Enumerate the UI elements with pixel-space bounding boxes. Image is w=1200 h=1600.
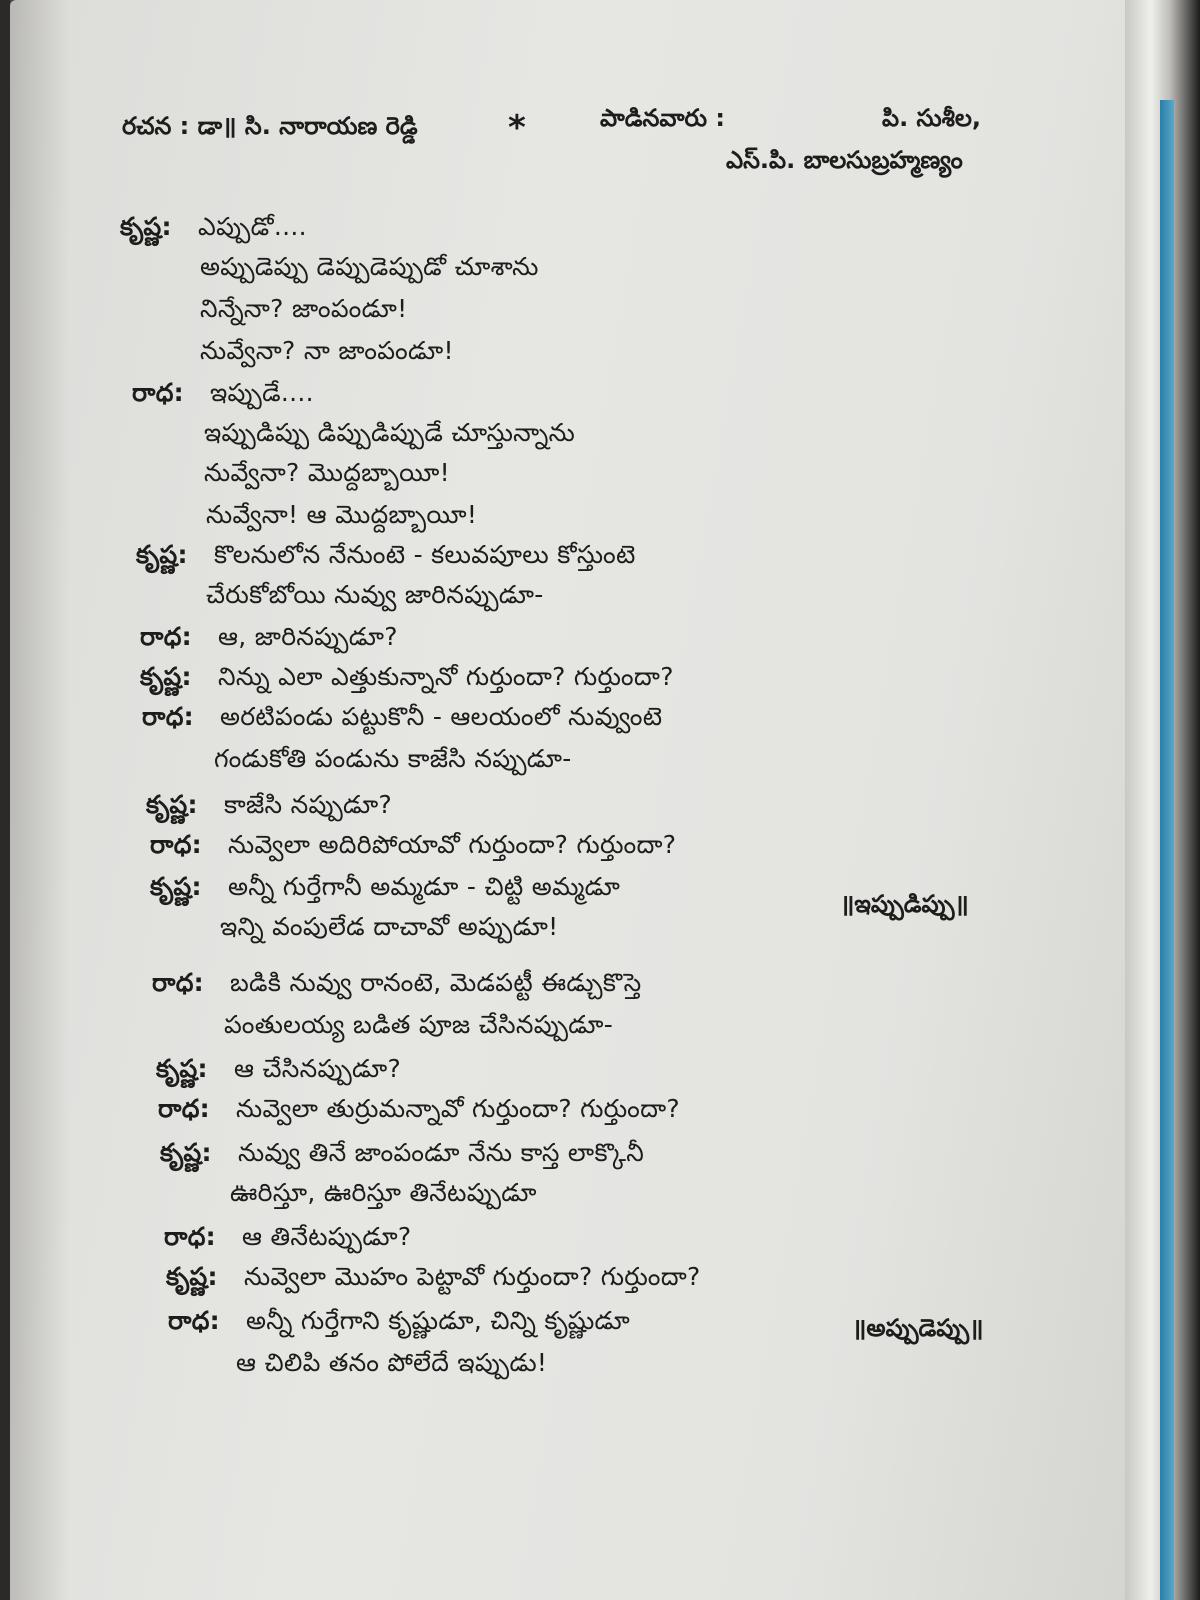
lyric-line [132,378,314,414]
lyric-line [230,1178,537,1214]
speaker-label: కృష్ణ: [150,872,202,901]
lyric-text: నిన్ను ఎలా ఎత్తుకున్నానో గుర్తుందా? గుర్తుందా? [218,662,674,691]
lyric-text: ఆ చేసినప్పుడూ? [234,1054,402,1083]
lyric-line [200,252,539,288]
lyric-text: అరటిపండు పట్టుకొనీ - ఆలయంలో నువ్వుంటె [220,702,663,731]
lyric-text: నువ్వెలా మొహం పెట్టావో గుర్తుందా? గుర్తుందా? [244,1262,701,1291]
speaker-label: కృష్ణ: [166,1262,218,1291]
singer-2: ఎస్.పి. బాలసుబ్రహ్మణ్యం [726,146,963,174]
lyric-line [206,500,477,536]
lyric-text: నువ్వేనా! ఆ మొద్దబ్బాయీ! [206,500,478,529]
writer-credit: రచన : డా॥ సి. నారాయణ రెడ్డి [122,112,418,140]
speaker-label: రాధ: [152,968,204,997]
lyric-text: ఊరిస్తూ, ఊరిస్తూ తినేటప్పుడూ [230,1178,537,1207]
singer-1: పి. సుశీల, [882,104,982,132]
lyric-line [214,744,572,780]
lyric-line [142,702,662,738]
speaker-label: రాధ: [150,830,202,859]
singers-label: పాడినవారు : [600,104,725,132]
lyric-text: అప్పుడెప్పు డెప్పుడెప్పుడో చూశాను [200,252,539,281]
lyric-text: ఇన్ని వంపులేడ దాచావో అప్పుడూ! [220,912,559,941]
lyric-line [120,212,307,248]
lyric-text: కొలనులోన నేనుంటె - కలువపూలు కోస్తుంటె [214,540,636,569]
lyric-line [158,1094,680,1130]
lyric-text: ఇప్పుడే.... [210,378,314,407]
speaker-label: కృష్ణ: [156,1054,208,1083]
lyric-line [224,1010,613,1046]
lyric-line [220,912,558,948]
lyric-text: ఆ తినేటప్పుడూ? [242,1222,412,1251]
lyric-text: బడికి నువ్వు రానంటె, మెడపట్టీ ఈడ్చుకొస్తె [230,968,642,997]
lyric-line [200,336,454,372]
separator-asterisk: * [508,108,526,148]
lyric-text: నువ్వేనా? నా జాంపండూ! [200,336,454,365]
lyric-text: నువ్వెలా అదిరిపోయావో గుర్తుందా? గుర్తుందా? [228,830,677,859]
lyric-text: చేరుకోబోయి నువ్వు జారినప్పుడూ- [206,580,544,609]
lyric-line [166,1262,701,1298]
lyric-line [204,418,575,454]
lyric-text: ఆ, జారినప్పుడూ? [218,622,398,651]
speaker-label: రాధ: [168,1306,220,1335]
lyric-line [236,1348,547,1384]
cover-edge [1160,100,1174,1600]
speaker-label: రాధ: [164,1222,216,1251]
page-shadow [10,0,70,1600]
lyric-line [150,872,620,908]
lyric-text: నువ్వు తినే జాంపండూ నేను కాస్త లాక్కొనీ [238,1138,645,1167]
lyric-line [200,294,407,330]
lyric-text: గండుకోతి పండును కాజేసి నప్పుడూ- [214,744,572,773]
speaker-label: కృష్ణ: [136,540,188,569]
lyric-line [140,622,398,658]
lyric-line [206,580,544,616]
lyric-line [168,1306,630,1342]
lyric-line [136,540,636,576]
lyric-text: నిన్నేనా? జాంపండూ! [200,294,408,323]
lyric-line [140,662,674,698]
lyric-text: నువ్వేనా? మొద్దబ్బాయీ! [204,458,450,487]
speaker-label: రాధ: [132,378,184,407]
speaker-label: కృష్ణ: [160,1138,212,1167]
lyric-line [164,1222,411,1258]
lyric-line [160,1138,644,1174]
speaker-label: కృష్ణ: [140,662,192,691]
lyric-text: అన్నీ గుర్తేగానీ అమ్మడూ - చిట్టి అమ్మడూ [228,872,621,901]
lyric-text: కాజేసి నప్పుడూ? [224,790,393,819]
lyric-line [150,830,676,866]
lyric-line [204,458,450,494]
refrain-marker: ॥ఇప్పుడిప్పు॥ [840,890,969,918]
lyric-text: అన్నీ గుర్తేగాని కృష్ణుడూ, చిన్ని కృష్ణుడూ [246,1306,631,1335]
speaker-label: రాధ: [158,1094,210,1123]
lyric-text: నువ్వెలా తుర్రుమన్నావో గుర్తుందా? గుర్తుందా? [236,1094,680,1123]
speaker-label: కృష్ణ: [146,790,198,819]
lyric-text: ఎప్పుడో.... [198,212,307,241]
lyric-text: ఇప్పుడిప్పు డిప్పుడిప్పుడే చూస్తున్నాను [204,418,576,447]
lyric-text: పంతులయ్య బడిత పూజ చేసినప్పుడూ- [224,1010,614,1039]
speaker-label: రాధ: [140,622,192,651]
speaker-label: కృష్ణ: [120,212,172,241]
lyric-text: ఆ చిలిపి తనం పోలేదే ఇప్పుడు! [236,1348,548,1377]
refrain-marker: ॥అప్పుడెప్పు॥ [852,1314,984,1342]
speaker-label: రాధ: [142,702,194,731]
lyric-line [152,968,642,1004]
lyric-line [156,1054,401,1090]
lyric-line [146,790,392,826]
